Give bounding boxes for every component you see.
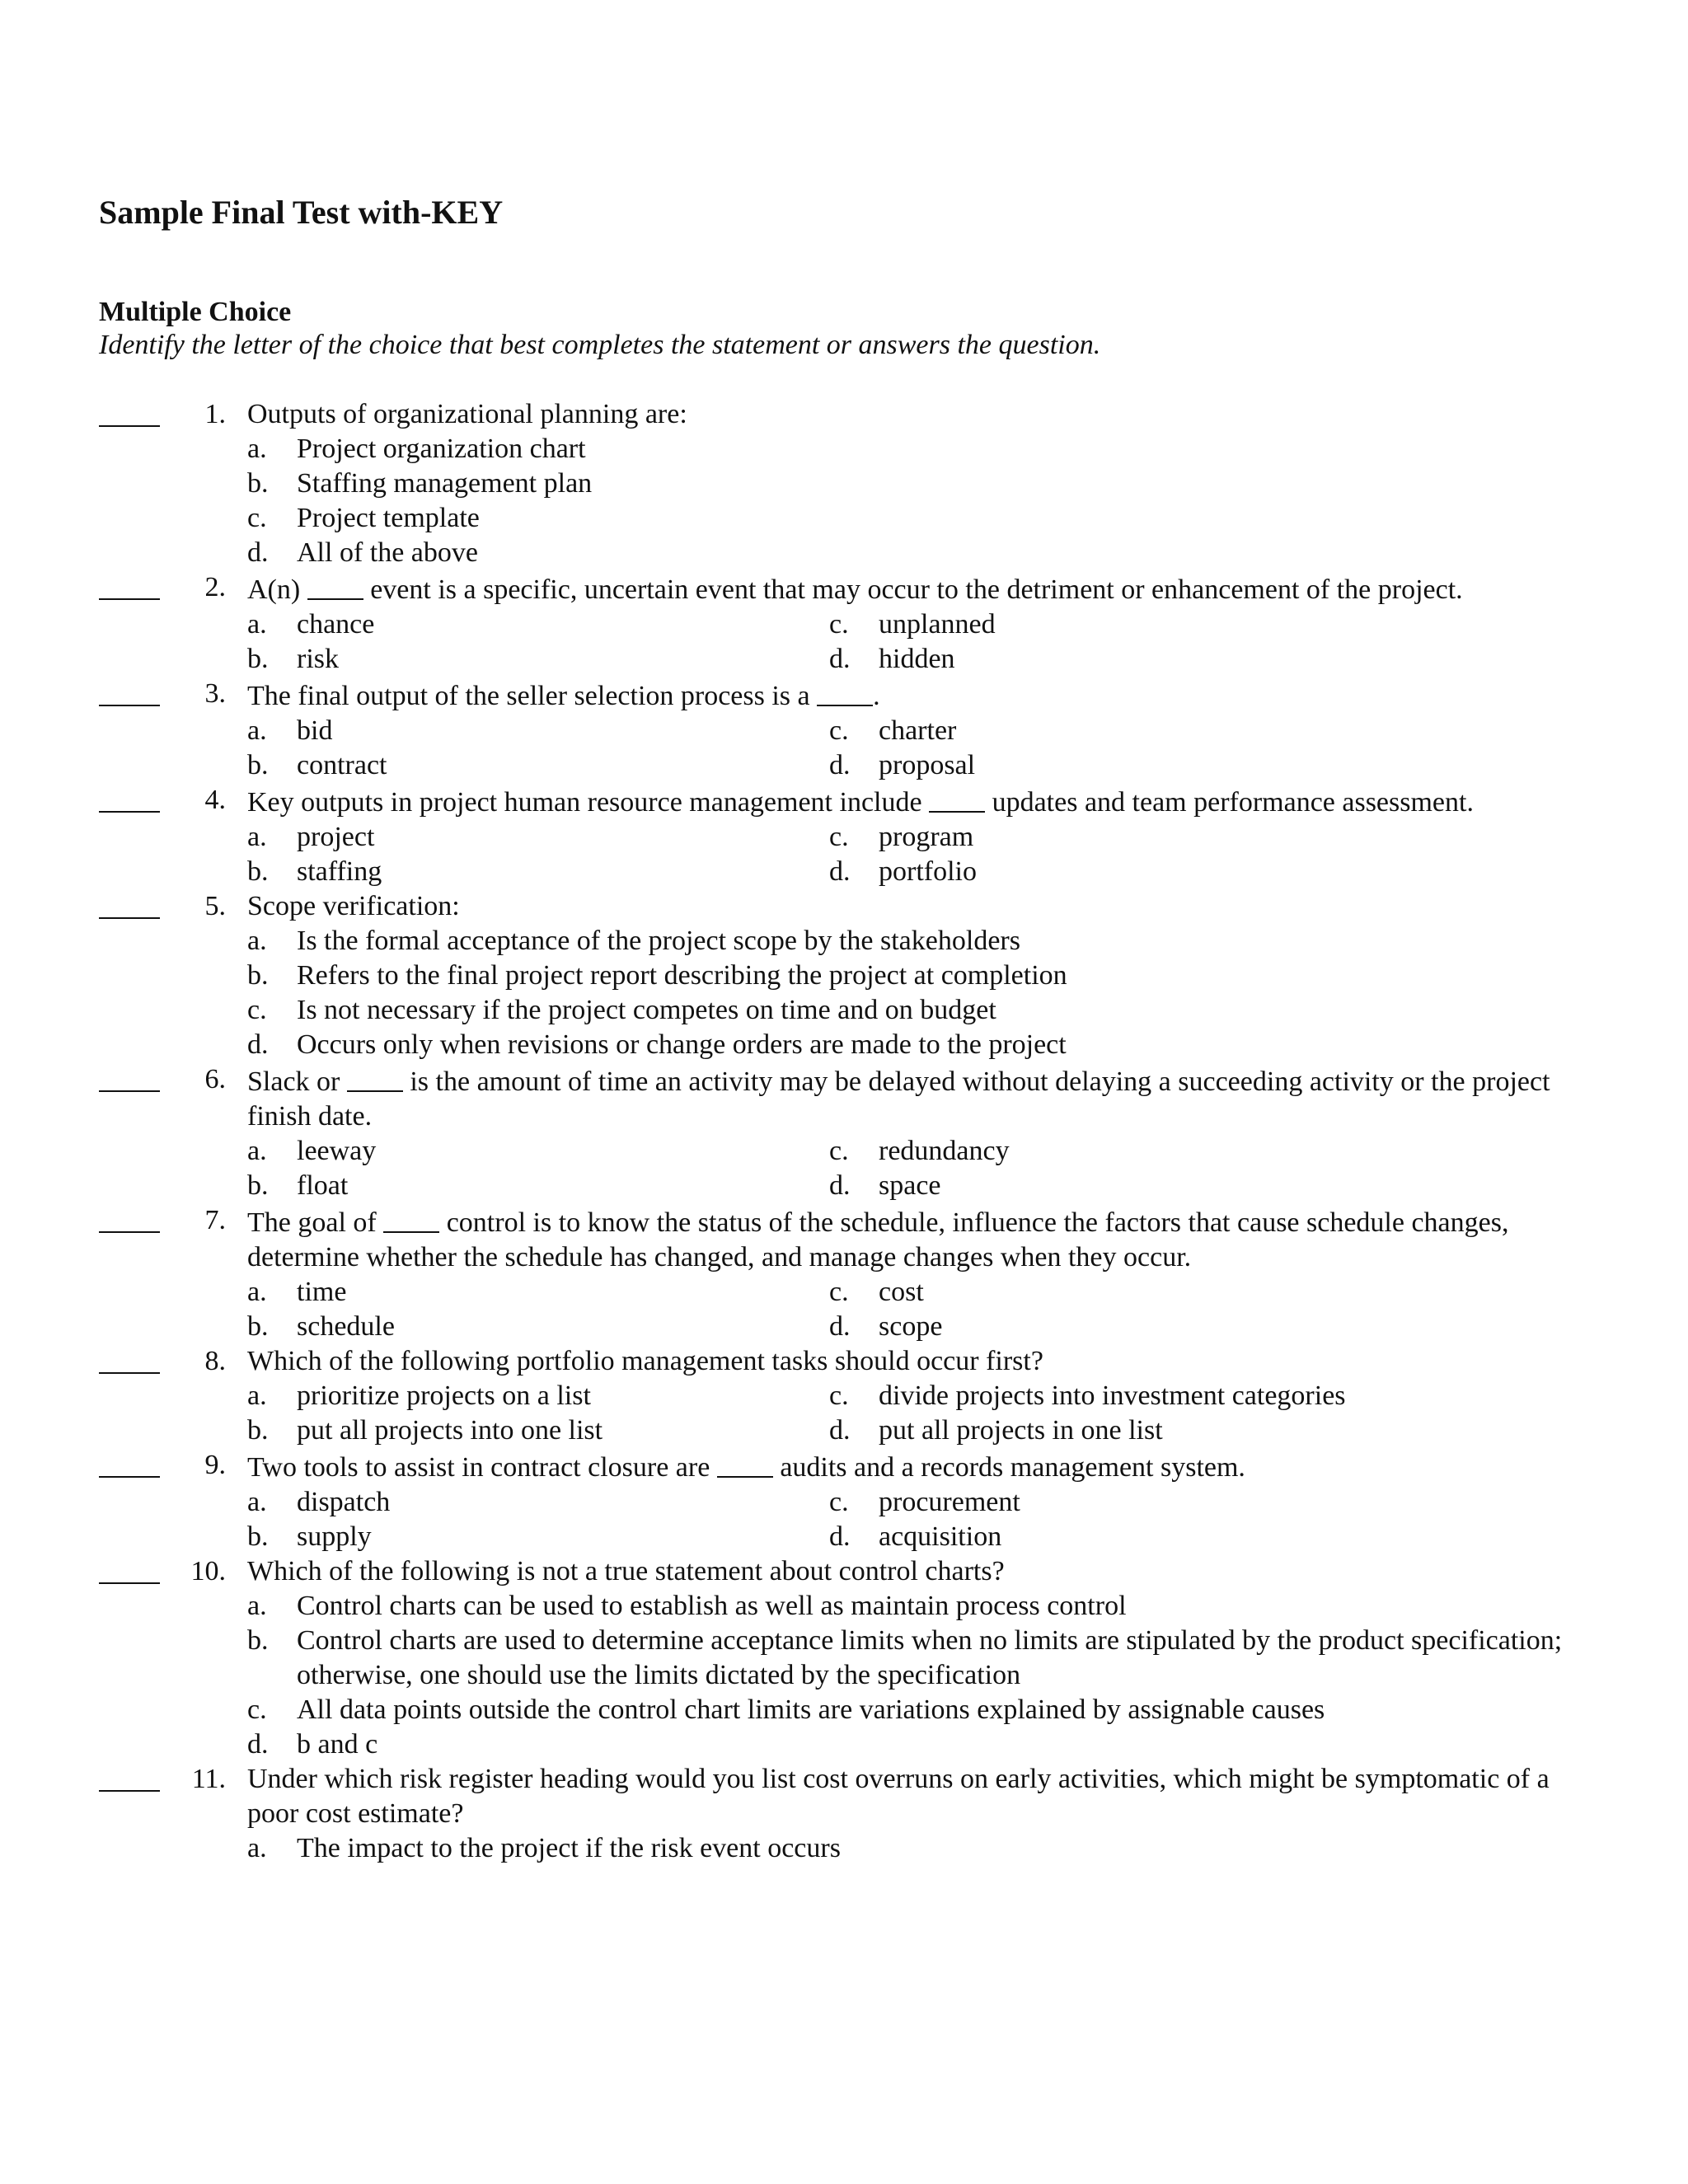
option-letter: c. — [829, 1487, 849, 1517]
options-list — [247, 1485, 1599, 1554]
stem-text: Outputs of organizational planning are: — [247, 399, 687, 429]
option-text: leeway — [297, 1136, 377, 1166]
option-text: procurement — [879, 1487, 1020, 1517]
question-stem — [247, 1448, 1599, 1485]
option-text: scope — [879, 1311, 943, 1342]
question-list — [0, 397, 1688, 1866]
option-text: hidden — [879, 644, 955, 674]
question-item — [0, 1554, 1688, 1762]
answer-blank[interactable] — [99, 1203, 160, 1238]
option-letter: c. — [247, 995, 267, 1025]
option-letter: d. — [247, 1729, 269, 1760]
option-letter: b. — [247, 960, 269, 991]
option-letter: a. — [247, 1380, 267, 1411]
option-letter: b. — [247, 468, 269, 499]
answer-option[interactable] — [247, 642, 829, 677]
question-item — [0, 570, 1688, 677]
option-letter: d. — [829, 644, 851, 674]
option-letter: a. — [247, 1591, 267, 1621]
option-text: All data points outside the control chart limits are variations explained by assignable causes — [297, 1694, 1325, 1725]
answer-option[interactable] — [247, 1485, 829, 1520]
option-text: b and c — [297, 1729, 378, 1760]
instructions-text: Identify the letter of the choice that best completes the statement or answers the question. — [99, 330, 1101, 360]
question-stem — [247, 1062, 1599, 1134]
answer-option[interactable] — [247, 432, 1599, 466]
option-letter: a. — [247, 434, 267, 464]
options-list — [247, 607, 1599, 677]
question-item — [0, 1762, 1688, 1866]
option-text: Project template — [297, 503, 480, 533]
option-text: put all projects in one list — [879, 1415, 1163, 1446]
answer-option[interactable] — [247, 1831, 1599, 1866]
answer-option[interactable] — [247, 501, 1599, 536]
stem-text: audits and a records management system. — [772, 1452, 1245, 1483]
answer-option[interactable] — [247, 1028, 1599, 1062]
stem-text: . — [873, 681, 880, 711]
options-list — [247, 924, 1599, 1062]
option-letter: c. — [829, 715, 849, 746]
question-item — [0, 1203, 1688, 1344]
question-stem — [247, 1554, 1599, 1589]
option-letter: a. — [247, 822, 267, 852]
answer-option[interactable] — [247, 1310, 829, 1344]
answer-option[interactable] — [829, 1379, 1571, 1413]
option-text: project — [297, 822, 375, 852]
answer-option[interactable] — [247, 1413, 829, 1448]
option-text: put all projects into one list — [297, 1415, 603, 1446]
options-list — [247, 1275, 1599, 1344]
option-text: unplanned — [879, 609, 996, 640]
question-stem — [247, 1203, 1599, 1275]
option-letter: b. — [247, 1415, 269, 1446]
answer-option[interactable] — [247, 1589, 1599, 1624]
answer-option[interactable] — [829, 1169, 1571, 1203]
question-item — [0, 1344, 1688, 1448]
answer-option[interactable] — [247, 1693, 1599, 1727]
question-number: 2. — [204, 572, 226, 602]
stem-text: Under which risk register heading would you list cost overruns on early activities, which might be symptomatic of a poor cost estimate? — [247, 1764, 1550, 1829]
stem-text: Two tools to assist in contract closure are — [247, 1452, 717, 1483]
answer-blank[interactable] — [99, 570, 160, 605]
answer-option[interactable] — [247, 855, 829, 889]
option-letter: d. — [829, 1311, 851, 1342]
option-letter: a. — [247, 1136, 267, 1166]
answer-option[interactable] — [829, 642, 1571, 677]
option-letter: b. — [247, 1311, 269, 1342]
option-text: dispatch — [297, 1487, 391, 1517]
question-number: 10. — [190, 1556, 226, 1586]
option-text: program — [879, 822, 974, 852]
section-heading: Multiple Choice — [99, 297, 292, 327]
option-letter: b. — [247, 856, 269, 887]
stem-text: Slack or — [247, 1066, 347, 1097]
question-stem — [247, 1344, 1599, 1379]
stem-text: Which of the following is not a true statement about control charts? — [247, 1556, 1005, 1586]
stem-text: The final output of the seller selection process is a — [247, 681, 818, 711]
fill-in-blank — [929, 783, 985, 813]
option-text: acquisition — [879, 1521, 1002, 1552]
option-text: chance — [297, 609, 375, 640]
option-text: Project organization chart — [297, 434, 586, 464]
fill-in-blank — [717, 1448, 773, 1478]
question-stem — [247, 783, 1599, 820]
answer-blank[interactable] — [99, 1554, 160, 1589]
answer-option[interactable] — [829, 1520, 1571, 1554]
answer-blank[interactable] — [99, 889, 160, 924]
option-letter: b. — [247, 1521, 269, 1552]
options-list — [247, 1831, 1599, 1866]
option-text: Occurs only when revisions or change orders are made to the project — [297, 1029, 1067, 1060]
option-text: Control charts are used to determine acceptance limits when no limits are stipulated by the product specification; otherwise, one should use the limits dictated by the specification — [297, 1625, 1563, 1690]
answer-option[interactable] — [247, 748, 829, 783]
answer-option[interactable] — [829, 748, 1571, 783]
option-text: risk — [297, 644, 339, 674]
answer-blank[interactable] — [99, 1448, 160, 1483]
stem-text: updates and team performance assessment. — [985, 787, 1474, 818]
question-number: 11. — [191, 1764, 226, 1794]
option-text: Staffing management plan — [297, 468, 593, 499]
option-text: All of the above — [297, 537, 478, 568]
option-letter: c. — [829, 1136, 849, 1166]
answer-option[interactable] — [247, 1379, 829, 1413]
answer-option[interactable] — [247, 1520, 829, 1554]
question-number: 9. — [204, 1450, 226, 1480]
answer-option[interactable] — [829, 1275, 1571, 1310]
option-text: staffing — [297, 856, 382, 887]
answer-option[interactable] — [829, 820, 1571, 855]
answer-option[interactable] — [247, 820, 829, 855]
option-text: Is not necessary if the project competes on time and on budget — [297, 995, 996, 1025]
option-letter: d. — [829, 1170, 851, 1201]
stem-text: control is to know the status of the schedule, influence the factors that cause schedule changes, determine whether the schedule has changed, and manage changes when they occur. — [247, 1207, 1509, 1272]
options-list — [247, 1134, 1599, 1203]
option-letter: a. — [247, 926, 267, 956]
answer-option[interactable] — [247, 714, 829, 748]
answer-blank[interactable] — [99, 1062, 160, 1097]
answer-option[interactable] — [247, 1169, 829, 1203]
question-item — [0, 677, 1688, 783]
option-text: space — [879, 1170, 941, 1201]
question-stem — [247, 889, 1599, 924]
answer-option[interactable] — [829, 1134, 1571, 1169]
option-letter: c. — [829, 1380, 849, 1411]
option-text: schedule — [297, 1311, 395, 1342]
page-title: Sample Final Test with-KEY — [99, 194, 504, 231]
question-number: 7. — [204, 1205, 226, 1235]
options-list — [247, 714, 1599, 783]
option-letter: c. — [829, 1277, 849, 1307]
option-text: The impact to the project if the risk event occurs — [297, 1833, 841, 1863]
option-letter: b. — [247, 644, 269, 674]
question-stem — [247, 570, 1599, 607]
option-letter: d. — [829, 1521, 851, 1552]
answer-blank[interactable] — [99, 1344, 160, 1379]
question-number: 6. — [204, 1064, 226, 1094]
option-text: supply — [297, 1521, 372, 1552]
stem-text: The goal of — [247, 1207, 384, 1238]
answer-option[interactable] — [247, 958, 1599, 993]
question-number: 8. — [204, 1346, 226, 1376]
answer-option[interactable] — [247, 1134, 829, 1169]
option-letter: d. — [829, 856, 851, 887]
question-stem — [247, 677, 1599, 714]
option-letter: d. — [829, 1415, 851, 1446]
fill-in-blank — [383, 1203, 439, 1233]
option-text: Control charts can be used to establish as well as maintain process control — [297, 1591, 1127, 1621]
option-text: float — [297, 1170, 349, 1201]
option-text: prioritize projects on a list — [297, 1380, 591, 1411]
question-number: 5. — [204, 891, 226, 921]
option-letter: c. — [247, 1694, 267, 1725]
question-item — [0, 1062, 1688, 1203]
fill-in-blank — [307, 570, 363, 600]
option-text: Refers to the final project report describing the project at completion — [297, 960, 1067, 991]
answer-option[interactable] — [247, 1727, 1599, 1762]
question-item — [0, 783, 1688, 889]
question-stem — [247, 1762, 1599, 1831]
question-item — [0, 397, 1688, 570]
option-text: proposal — [879, 750, 976, 780]
option-letter: c. — [829, 822, 849, 852]
fill-in-blank — [817, 677, 873, 706]
option-text: charter — [879, 715, 957, 746]
answer-option[interactable] — [829, 1485, 1571, 1520]
option-letter: c. — [247, 503, 267, 533]
option-letter: c. — [829, 609, 849, 640]
option-text: divide projects into investment categories — [879, 1380, 1346, 1411]
question-number: 3. — [204, 678, 226, 709]
option-letter: a. — [247, 1277, 267, 1307]
options-list — [247, 1379, 1599, 1448]
option-letter: b. — [247, 1170, 269, 1201]
answer-option[interactable] — [247, 1275, 829, 1310]
option-text: contract — [297, 750, 387, 780]
option-letter: d. — [829, 750, 851, 780]
option-letter: a. — [247, 715, 267, 746]
option-letter: d. — [247, 537, 269, 568]
option-text: bid — [297, 715, 333, 746]
options-list — [247, 1589, 1599, 1762]
stem-text: Which of the following portfolio management tasks should occur first? — [247, 1346, 1043, 1376]
question-number: 4. — [204, 785, 226, 815]
answer-option[interactable] — [247, 1624, 1599, 1693]
option-text: cost — [879, 1277, 924, 1307]
stem-text: Key outputs in project human resource management include — [247, 787, 930, 818]
answer-option[interactable] — [829, 714, 1571, 748]
question-item — [0, 1448, 1688, 1554]
answer-option[interactable] — [247, 993, 1599, 1028]
option-letter: b. — [247, 1625, 269, 1656]
answer-blank[interactable] — [99, 1762, 160, 1797]
option-letter: a. — [247, 609, 267, 640]
option-text: portfolio — [879, 856, 977, 887]
option-letter: a. — [247, 1487, 267, 1517]
option-text: Is the formal acceptance of the project scope by the stakeholders — [297, 926, 1020, 956]
options-list — [247, 820, 1599, 889]
answer-option[interactable] — [247, 924, 1599, 958]
answer-option[interactable] — [247, 466, 1599, 501]
option-letter: d. — [247, 1029, 269, 1060]
option-text: time — [297, 1277, 347, 1307]
option-letter: a. — [247, 1833, 267, 1863]
answer-option[interactable] — [247, 536, 1599, 570]
answer-option[interactable] — [247, 607, 829, 642]
question-number: 1. — [204, 399, 226, 429]
answer-blank[interactable] — [99, 397, 160, 432]
question-item — [0, 889, 1688, 1062]
option-text: redundancy — [879, 1136, 1010, 1166]
stem-text: is the amount of time an activity may be delayed without delaying a succeeding activity or the project finish date. — [247, 1066, 1550, 1132]
answer-blank[interactable] — [99, 677, 160, 711]
options-list — [247, 432, 1599, 570]
answer-option[interactable] — [829, 1413, 1571, 1448]
stem-text: Scope verification: — [247, 891, 460, 921]
answer-option[interactable] — [829, 607, 1571, 642]
answer-option[interactable] — [829, 855, 1571, 889]
answer-blank[interactable] — [99, 783, 160, 818]
answer-option[interactable] — [829, 1310, 1571, 1344]
fill-in-blank — [347, 1062, 403, 1092]
option-letter: b. — [247, 750, 269, 780]
question-stem — [247, 397, 1599, 432]
stem-text: event is a specific, uncertain event that may occur to the detriment or enhancement of the project. — [363, 574, 1463, 605]
stem-text: A(n) — [247, 574, 307, 605]
